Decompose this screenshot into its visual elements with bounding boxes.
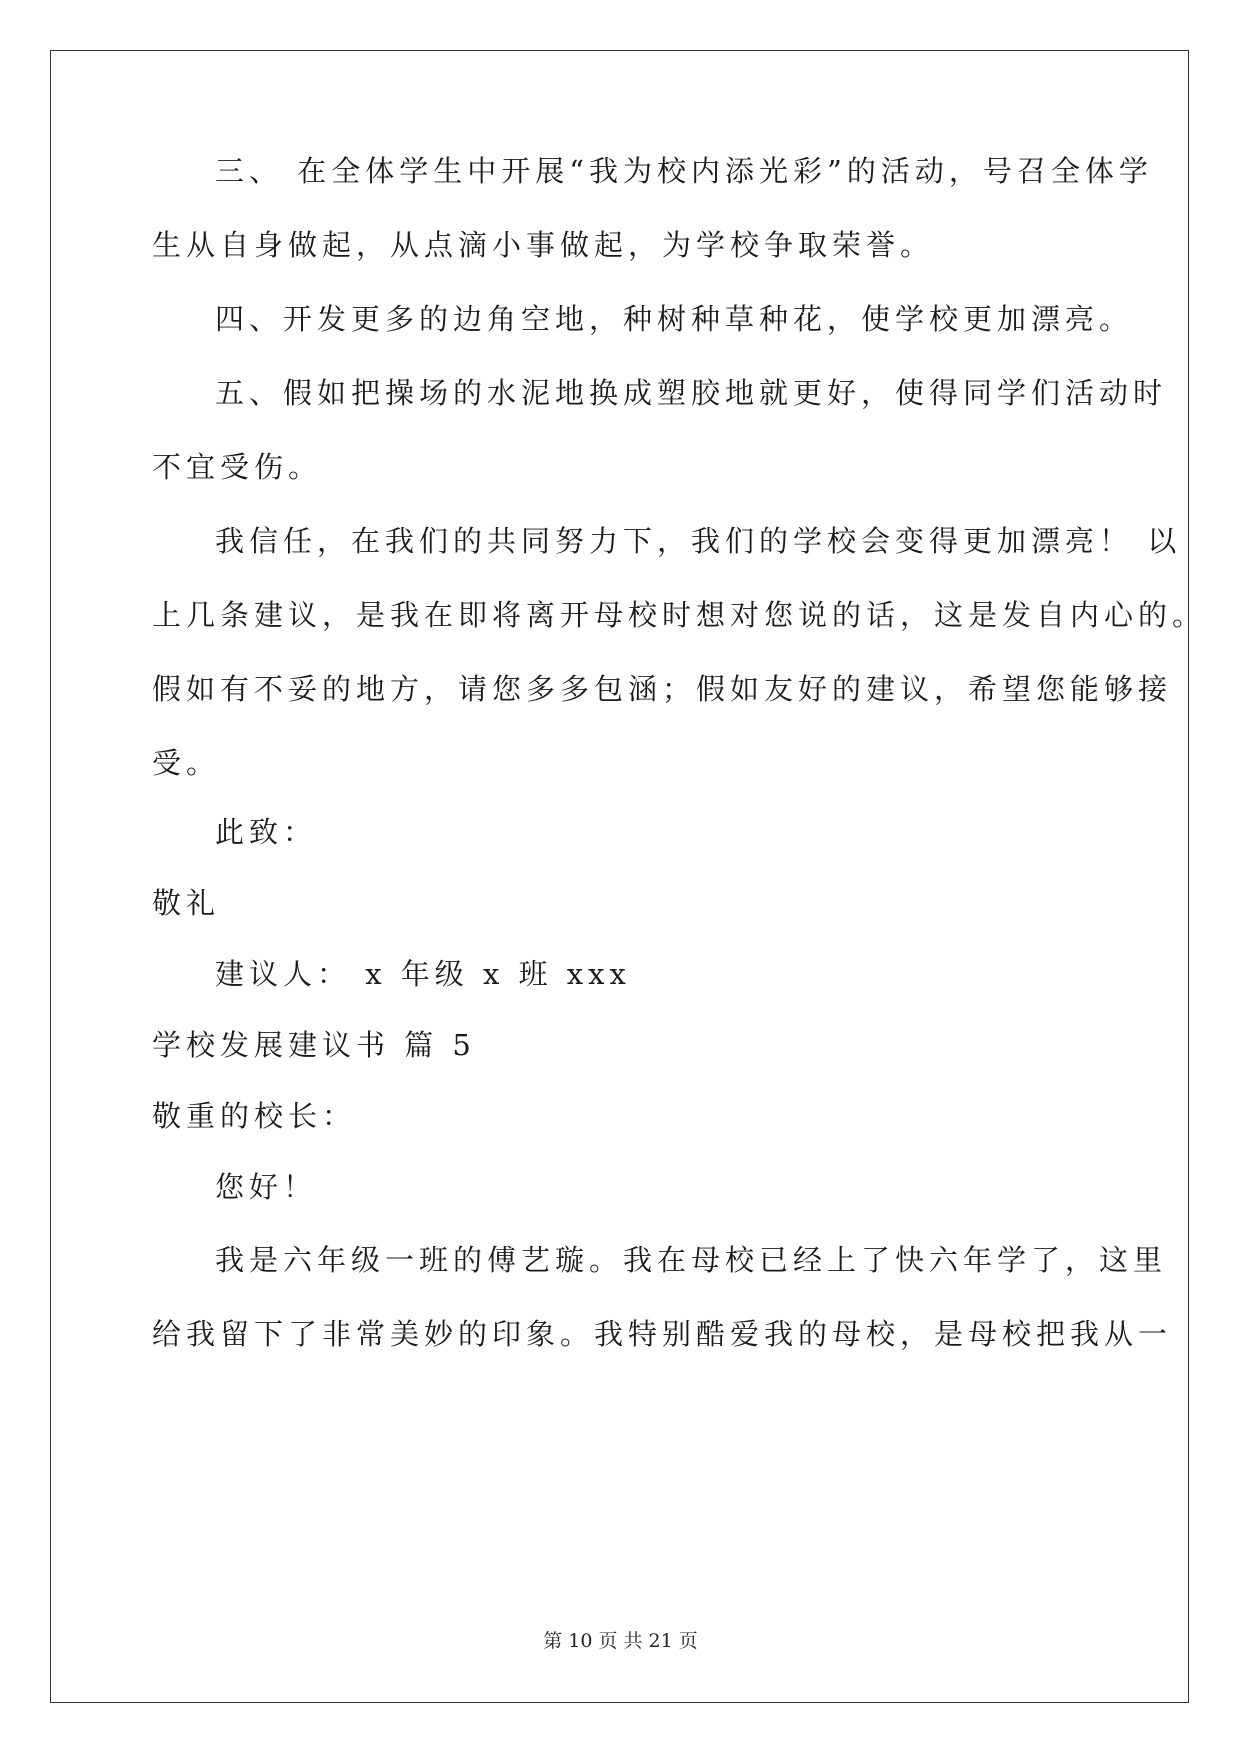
section-heading: 学校发展建议书 篇 5 [152, 1028, 476, 1062]
page-number-footer: 第 10 页 共 21 页 [543, 1630, 698, 1652]
paragraph-line: 不宜受伤。 [152, 450, 323, 484]
paragraph-line: 给我留下了非常美妙的印象。我特别酷爱我的母校，是母校把我从一 [152, 1317, 1173, 1351]
paragraph-line: 上几条建议，是我在即将离开母校时想对您说的话，这是发自内心的。 [152, 598, 1207, 632]
salutation-closing: 此致： [215, 815, 318, 849]
paragraph-line: 四、开发更多的边角空地，种树种草种花，使学校更加漂亮。 [215, 302, 1134, 336]
paragraph-line: 受。 [152, 746, 221, 780]
greeting: 您好！ [215, 1170, 318, 1204]
signature-line: 建议人： x 年级 x 班 xxx [215, 957, 631, 991]
paragraph-line: 我信任，在我们的共同努力下，我们的学校会变得更加漂亮！ 以 [215, 524, 1182, 558]
paragraph-line: 三、 在全体学生中开展“我为校内添光彩”的活动，号召全体学 [215, 154, 1153, 188]
paragraph-line: 假如有不妥的地方，请您多多包涵；假如友好的建议，希望您能够接 [152, 672, 1173, 706]
paragraph-line: 我是六年级一班的傅艺璇。我在母校已经上了快六年学了，这里 [215, 1243, 1168, 1277]
greeting-recipient: 敬重的校长： [152, 1099, 357, 1133]
page-border [50, 50, 1189, 1703]
paragraph-line: 五、假如把操场的水泥地换成塑胶地就更好，使得同学们活动时 [215, 376, 1168, 410]
closing-respect: 敬礼 [152, 886, 221, 920]
paragraph-line: 生从自身做起，从点滴小事做起，为学校争取荣誉。 [152, 228, 935, 262]
